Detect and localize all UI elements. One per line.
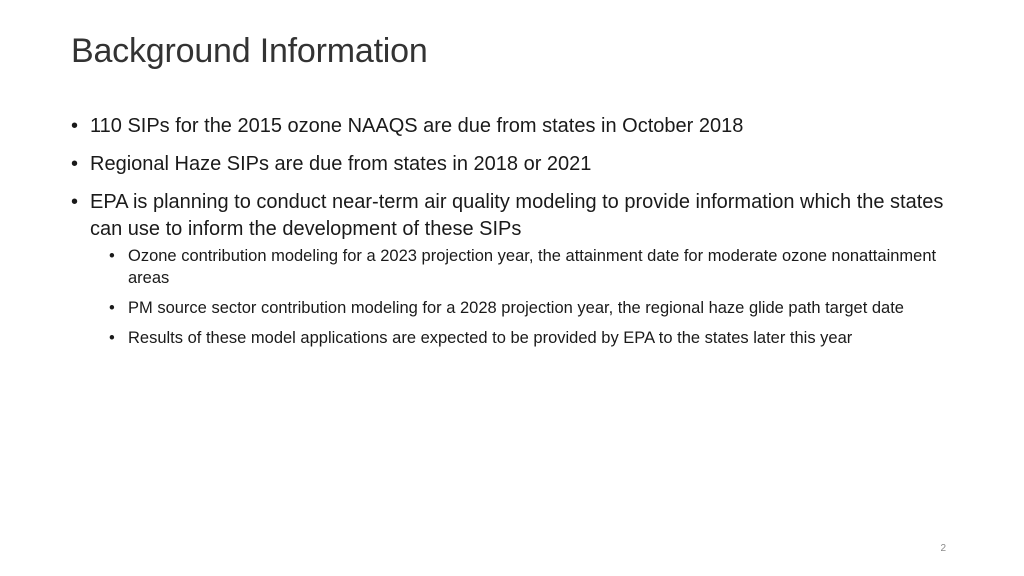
slide-title: Background Information [71,32,428,70]
bullet-marker: • [71,191,79,213]
sub-bullet-text: Ozone contribution modeling for a 2023 projection year, the attainment date for moderate ozone nonattainment areas [128,247,937,287]
sub-bullet-list [109,245,971,349]
sub-bullet-item [109,245,968,289]
sub-bullet-marker: • [109,247,115,265]
sub-bullet-marker: • [109,329,115,347]
sub-bullet-item [109,297,968,319]
bullet-marker: • [71,115,79,137]
bullet-text: 110 SIPs for the 2015 ozone NAAQS are due from states in October 2018 [90,115,744,137]
page-number: 2 [940,543,946,554]
sub-bullet-text: Results of these model applications are expected to be provided by EPA to the states later this year [128,329,853,347]
bullet-item [71,189,971,243]
bullet-item [71,151,971,178]
bullet-item [71,113,971,140]
bullet-list [71,113,971,357]
sub-bullet-text: PM source sector contribution modeling for a 2028 projection year, the regional haze glide path target date [128,299,904,317]
bullet-text: Regional Haze SIPs are due from states in 2018 or 2021 [90,153,592,175]
bullet-text: EPA is planning to conduct near-term air quality modeling to provide information which the states can use to inform the development of these SIPs [90,191,944,240]
bullet-marker: • [71,153,79,175]
sub-bullet-marker: • [109,299,115,317]
sub-bullet-item [109,327,968,349]
